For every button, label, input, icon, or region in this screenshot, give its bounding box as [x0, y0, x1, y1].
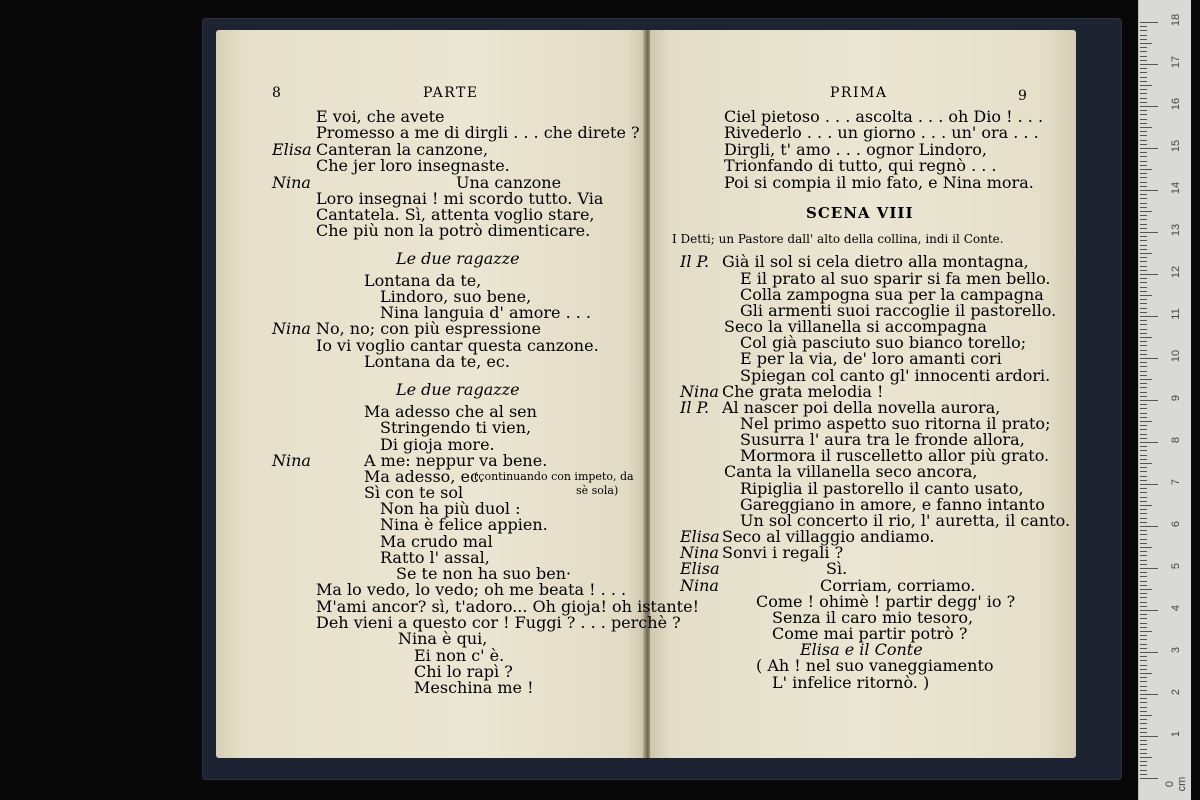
verse-line: Canta la villanella seco ancora,: [724, 462, 978, 481]
ruler-tick: [1140, 282, 1147, 283]
speaker-name: Nina: [272, 173, 311, 192]
ruler-tick: [1140, 232, 1158, 233]
verse-line: Ciel pietoso . . . ascolta . . . oh Dio ! . . .: [724, 107, 1044, 126]
ruler-number: 5: [1170, 562, 1182, 570]
verse-line: Di gioja more.: [380, 435, 495, 454]
ruler-tick: [1140, 127, 1152, 128]
ruler-tick: [1140, 677, 1147, 678]
ruler-tick: [1140, 581, 1147, 582]
scene-stage-direction: I Detti; un Pastore dall' alto della collina, indi il Conte.: [672, 232, 1004, 246]
ruler-tick: [1140, 728, 1147, 729]
ruler-tick: [1140, 190, 1158, 191]
ruler-tick: [1140, 392, 1147, 393]
ruler-tick: [1140, 711, 1147, 712]
ruler-tick: [1140, 144, 1147, 145]
speaker-name: Elisa: [680, 559, 720, 578]
ruler-tick: [1140, 270, 1147, 271]
verse-line: E voi, che avete: [316, 107, 445, 126]
verse-line: Già il sol si cela dietro alla montagna,: [722, 252, 1029, 271]
verse-line: Ma adesso che al sen: [364, 402, 537, 421]
verse-line: Stringendo ti vien,: [380, 418, 532, 437]
ruler-tick: [1140, 39, 1147, 40]
ruler-tick: [1140, 707, 1147, 708]
verse-line: Che grata melodia !: [722, 382, 884, 401]
verse-line: Nel primo aspetto suo ritorna il prato;: [740, 414, 1051, 433]
ruler-tick: [1140, 72, 1147, 73]
verse-line: Che più non la potrò dimenticare.: [316, 221, 591, 240]
ruler-tick: [1140, 148, 1158, 149]
ruler-tick: [1140, 694, 1158, 695]
ruler-number: 11: [1170, 308, 1182, 320]
verse-line: Loro insegnai ! mi scordo tutto. Via: [316, 189, 604, 208]
ruler-tick: [1140, 669, 1147, 670]
ruler-tick: [1140, 341, 1147, 342]
verse-line: Nina è felice appien.: [380, 515, 548, 534]
verse-line: Nina languia d' amore . . .: [380, 303, 591, 322]
ruler-tick: [1140, 480, 1147, 481]
ruler-tick: [1140, 51, 1147, 52]
ruler-tick: [1140, 576, 1147, 577]
ruler-tick: [1140, 106, 1158, 107]
ruler-tick: [1140, 245, 1147, 246]
verse-line: Sì.: [826, 559, 848, 578]
ruler-tick: [1140, 345, 1147, 346]
ruler-tick: [1140, 114, 1147, 115]
verse-line: Senza il caro mio tesoro,: [772, 608, 974, 627]
speaker-name: Il P.: [680, 252, 710, 271]
ruler-tick: [1140, 585, 1147, 586]
ruler-number: 18: [1170, 13, 1182, 27]
stage-direction: sè sola): [576, 484, 619, 497]
ruler-number: 8: [1170, 436, 1182, 444]
speaker-name: Nina: [680, 576, 719, 595]
ruler-tick: [1140, 194, 1147, 195]
running-head: PRIMA: [830, 85, 888, 101]
ruler-tick: [1140, 497, 1147, 498]
ruler-tick: [1140, 463, 1152, 464]
ruler-tick: [1140, 371, 1147, 372]
speaker-name: Nina: [680, 382, 719, 401]
ruler-number: 9: [1170, 394, 1182, 402]
verse-line: Dirgli, t' amo . . . ognor Lindoro,: [724, 140, 987, 159]
ruler-tick: [1140, 702, 1147, 703]
ruler-tick: [1140, 316, 1158, 317]
ruler-tick: [1140, 299, 1147, 300]
ruler-tick: [1140, 635, 1147, 636]
ruler-tick: [1140, 85, 1152, 86]
page-number: 8: [272, 85, 281, 101]
speaker-name: Elisa: [680, 527, 720, 546]
stage-direction: (continuando con impeto, da: [474, 470, 634, 483]
ruler-tick: [1140, 530, 1147, 531]
ruler-tick: [1140, 660, 1147, 661]
ruler-tick: [1140, 492, 1147, 493]
speaker-name: Il P.: [680, 398, 710, 417]
ruler-tick: [1140, 610, 1158, 611]
ruler-tick: [1140, 484, 1158, 485]
ruler-tick: [1140, 614, 1147, 615]
ruler-tick: [1140, 740, 1147, 741]
ruler-tick: [1140, 26, 1147, 27]
ruler-tick: [1140, 400, 1158, 401]
character-heading: Elisa e il Conte: [800, 640, 923, 659]
verse-line: Spiegan col canto gl' innocenti ardori.: [740, 366, 1051, 385]
ruler-number: 1: [1170, 730, 1182, 738]
ruler-tick: [1140, 509, 1147, 510]
ruler-tick: [1140, 568, 1158, 569]
ruler-tick: [1140, 375, 1147, 376]
ruler-tick: [1140, 518, 1147, 519]
ruler-tick: [1140, 505, 1152, 506]
verse-line: Una canzone: [456, 173, 562, 192]
ruler-tick: [1140, 333, 1147, 334]
verse-line: Colla zampogna sua per la campagna: [740, 285, 1044, 304]
verse-line: Gli armenti suoi raccoglie il pastorello.: [740, 301, 1057, 320]
ruler-tick: [1140, 249, 1147, 250]
ruler-tick: [1140, 757, 1152, 758]
speaker-name: Nina: [272, 451, 311, 470]
verse-line: Ma crudo mal: [380, 532, 493, 551]
verse-line: Al nascer poi della novella aurora,: [722, 398, 1001, 417]
ruler-tick: [1140, 438, 1147, 439]
running-head: PARTE: [423, 85, 479, 101]
ruler-tick: [1140, 93, 1147, 94]
ruler-number: 12: [1170, 265, 1182, 279]
ruler-tick: [1140, 257, 1147, 258]
verse-line: Mormora il ruscelletto allor più grato.: [740, 446, 1050, 465]
verse-line: Meschina me !: [414, 678, 534, 697]
ruler-tick: [1140, 665, 1147, 666]
ruler-tick: [1140, 240, 1147, 241]
ruler-tick: [1140, 749, 1147, 750]
ruler-tick: [1140, 753, 1147, 754]
verse-line: Ma lo vedo, lo vedo; oh me beata ! . . .: [316, 580, 627, 599]
ruler-tick: [1140, 560, 1147, 561]
ruler-tick: [1140, 413, 1147, 414]
verse-line: Ratto l' assal,: [380, 548, 490, 567]
ruler-tick: [1140, 593, 1147, 594]
ruler-tick: [1140, 686, 1147, 687]
verse-line: Poi si compia il mio fato, e Nina mora.: [724, 173, 1034, 192]
verse-line: Ma adesso, ec.: [364, 467, 484, 486]
ruler-tick: [1140, 471, 1147, 472]
ruler-tick: [1140, 501, 1147, 502]
ruler-tick: [1140, 644, 1147, 645]
ruler-tick: [1140, 606, 1147, 607]
ruler-tick: [1140, 60, 1147, 61]
verse-line: Lontana da te,: [364, 271, 482, 290]
ruler-tick: [1140, 110, 1147, 111]
ruler-tick: [1140, 778, 1158, 779]
ruler-number: 14: [1170, 181, 1182, 195]
verse-line: A me: neppur va bene.: [364, 451, 548, 470]
ruler-number: 2: [1170, 688, 1182, 696]
ruler-number: 6: [1170, 520, 1182, 528]
ruler-tick: [1140, 715, 1152, 716]
ruler-tick: [1140, 287, 1147, 288]
ruler-tick: [1140, 732, 1147, 733]
ruler-tick: [1140, 656, 1147, 657]
ruler-tick: [1140, 64, 1158, 65]
verse-line: Susurra l' aura tra le fronde allora,: [740, 430, 1025, 449]
ruler-tick: [1140, 350, 1147, 351]
ruler-tick: [1140, 173, 1147, 174]
verse-line: ( Ah ! nel suo vaneggiamento: [756, 656, 994, 675]
verse-line: Gareggiano in amore, e fanno intanto: [740, 495, 1045, 514]
ruler-tick: [1140, 131, 1147, 132]
ruler-tick: [1140, 253, 1152, 254]
ruler-tick: [1140, 303, 1147, 304]
ruler-tick: [1140, 652, 1158, 653]
ruler-tick: [1140, 551, 1147, 552]
verse-line: L' infelice ritornò. ): [772, 673, 930, 692]
verse-line: Come mai partir potrò ?: [772, 624, 968, 643]
verse-line: Cantatela. Sì, attenta voglio stare,: [316, 205, 595, 224]
ruler-tick: [1140, 488, 1147, 489]
ruler-tick: [1140, 455, 1147, 456]
ruler-tick: [1140, 324, 1147, 325]
ruler-tick: [1140, 639, 1147, 640]
ruler-tick: [1140, 186, 1147, 187]
ruler-tick: [1140, 526, 1158, 527]
ruler-tick: [1140, 681, 1147, 682]
ruler-number: 7: [1170, 478, 1182, 486]
ruler-tick: [1140, 89, 1147, 90]
page-number: 9: [1018, 88, 1027, 104]
character-heading: Le due ragazze: [396, 380, 520, 399]
ruler-tick: [1140, 476, 1147, 477]
ruler-tick: [1140, 631, 1152, 632]
ruler-tick: [1140, 211, 1152, 212]
ruler-tick: [1140, 203, 1147, 204]
verse-line: Corriam, corriamo.: [820, 576, 976, 595]
verse-line: Chi lo rapì ?: [414, 662, 513, 681]
verse-line: Deh vieni a questo cor ! Fuggi ? . . . perchè ?: [316, 613, 681, 632]
verse-line: Col già pasciuto suo bianco torello;: [740, 333, 1027, 352]
ruler-tick: [1140, 408, 1147, 409]
ruler-tick: [1140, 564, 1147, 565]
measurement-ruler: [1138, 0, 1191, 800]
verse-line: Ei non c' è.: [414, 646, 505, 665]
ruler-tick: [1140, 228, 1147, 229]
ruler-tick: [1140, 261, 1147, 262]
ruler-tick: [1140, 396, 1147, 397]
ruler-tick: [1140, 278, 1147, 279]
ruler-tick: [1140, 169, 1152, 170]
verse-line: Rivederlo . . . un giorno . . . un' ora . . .: [724, 123, 1039, 142]
ruler-tick: [1140, 358, 1158, 359]
verse-line: Lindoro, suo bene,: [380, 287, 532, 306]
verse-line: E il prato al suo sparir si fa men bello.: [740, 269, 1051, 288]
ruler-tick: [1140, 207, 1147, 208]
ruler-tick: [1140, 597, 1147, 598]
ruler-tick: [1140, 337, 1152, 338]
verse-line: Promesso a me di dirgli . . . che direte ?: [316, 123, 640, 142]
verse-line: E per la via, de' loro amanti cori: [740, 349, 1002, 368]
ruler-tick: [1140, 602, 1147, 603]
ruler-tick: [1140, 513, 1147, 514]
ruler-number: 10: [1170, 349, 1182, 363]
ruler-tick: [1140, 47, 1147, 48]
verse-line: Sì con te sol: [364, 483, 464, 502]
ruler-tick: [1140, 219, 1147, 220]
ruler-tick: [1140, 379, 1152, 380]
ruler-tick: [1140, 522, 1147, 523]
verse-line: Ripiglia il pastorello il canto usato,: [740, 479, 1024, 498]
ruler-tick: [1140, 648, 1147, 649]
ruler-tick: [1140, 744, 1147, 745]
ruler-tick: [1140, 761, 1147, 762]
ruler-tick: [1140, 22, 1158, 23]
ruler-tick: [1140, 770, 1147, 771]
ruler-tick: [1140, 547, 1152, 548]
ruler-tick: [1140, 56, 1147, 57]
ruler-tick: [1140, 177, 1147, 178]
ruler-tick: [1140, 429, 1147, 430]
ruler-tick: [1140, 35, 1147, 36]
ruler-tick: [1140, 589, 1152, 590]
ruler-tick: [1140, 446, 1147, 447]
ruler-tick: [1140, 152, 1147, 153]
ruler-tick: [1140, 467, 1147, 468]
verse-line: Seco la villanella si accompagna: [724, 317, 987, 336]
ruler-tick: [1140, 119, 1147, 120]
ruler-tick: [1140, 329, 1147, 330]
ruler-tick: [1140, 182, 1147, 183]
ruler-tick: [1140, 627, 1147, 628]
ruler-tick: [1140, 135, 1147, 136]
ruler-tick: [1140, 236, 1147, 237]
ruler-tick: [1140, 534, 1147, 535]
ruler-tick: [1140, 156, 1147, 157]
ruler-number: 4: [1170, 604, 1182, 612]
ruler-tick: [1140, 81, 1147, 82]
ruler-tick: [1140, 98, 1147, 99]
speaker-name: Elisa: [272, 140, 312, 159]
ruler-tick: [1140, 224, 1147, 225]
verse-line: Canteran la canzone,: [316, 140, 489, 159]
ruler-unit-label: 0 cm: [1164, 776, 1188, 792]
ruler-tick: [1140, 291, 1147, 292]
ruler-tick: [1140, 442, 1158, 443]
verse-line: Se te non ha suo ben·: [396, 564, 572, 583]
ruler-tick: [1140, 295, 1152, 296]
ruler-tick: [1140, 421, 1152, 422]
ruler-tick: [1140, 690, 1147, 691]
ruler-tick: [1140, 404, 1147, 405]
ruler-tick: [1140, 618, 1147, 619]
verse-line: No, no; con più espressione: [316, 319, 541, 338]
ruler-tick: [1140, 308, 1147, 309]
verse-line: Trionfando di tutto, qui regnò . . .: [724, 156, 997, 175]
ruler-tick: [1140, 165, 1147, 166]
ruler-tick: [1140, 723, 1147, 724]
ruler-tick: [1140, 198, 1147, 199]
speaker-name: Nina: [680, 543, 719, 562]
ruler-number: 13: [1170, 223, 1182, 237]
ruler-tick: [1140, 387, 1147, 388]
ruler-tick: [1140, 102, 1147, 103]
ruler-tick: [1140, 383, 1147, 384]
verse-line: Un sol concerto il rio, l' auretta, il canto.: [740, 511, 1071, 530]
scene-title: SCENA VIII: [806, 204, 914, 222]
ruler-tick: [1140, 140, 1147, 141]
ruler-tick: [1140, 698, 1147, 699]
ruler-number: 16: [1170, 97, 1182, 111]
ruler-tick: [1140, 736, 1158, 737]
speaker-name: Nina: [272, 319, 311, 338]
ruler-tick: [1140, 623, 1147, 624]
verse-line: Non ha più duol :: [380, 499, 521, 518]
ruler-number: 17: [1170, 55, 1182, 69]
ruler-tick: [1140, 572, 1147, 573]
verse-line: Lontana da te, ec.: [364, 352, 510, 371]
verse-line: Come ! ohimè ! partir degg' io ?: [756, 592, 1016, 611]
ruler-tick: [1140, 354, 1147, 355]
ruler-tick: [1140, 43, 1152, 44]
ruler-tick: [1140, 123, 1147, 124]
verse-line: Io vi voglio cantar questa canzone.: [316, 336, 599, 355]
character-heading: Le due ragazze: [396, 249, 520, 268]
verse-line: M'ami ancor? sì, t'adoro... Oh gioja! oh istante!: [316, 597, 699, 616]
ruler-tick: [1140, 774, 1147, 775]
ruler-tick: [1140, 555, 1147, 556]
ruler-number: 15: [1170, 139, 1182, 153]
ruler-tick: [1140, 425, 1147, 426]
verse-line: Sonvi i regali ?: [722, 543, 844, 562]
ruler-tick: [1140, 543, 1147, 544]
verse-line: Seco al villaggio andiamo.: [722, 527, 935, 546]
ruler-tick: [1140, 161, 1147, 162]
ruler-tick: [1140, 312, 1147, 313]
ruler-tick: [1140, 215, 1147, 216]
ruler-number: 3: [1170, 646, 1182, 654]
ruler-tick: [1140, 459, 1147, 460]
ruler-tick: [1140, 434, 1147, 435]
ruler-tick: [1140, 417, 1147, 418]
ruler-tick: [1140, 30, 1147, 31]
ruler-tick: [1140, 450, 1147, 451]
verse-line: Nina è qui,: [398, 629, 488, 648]
ruler-tick: [1140, 266, 1147, 267]
ruler-tick: [1140, 765, 1147, 766]
ruler-tick: [1140, 320, 1147, 321]
ruler-tick: [1140, 68, 1147, 69]
ruler-tick: [1140, 77, 1147, 78]
ruler-tick: [1140, 274, 1158, 275]
ruler-tick: [1140, 362, 1147, 363]
ruler-tick: [1140, 673, 1152, 674]
ruler-tick: [1140, 366, 1147, 367]
verse-line: Che jer loro insegnaste.: [316, 156, 510, 175]
ruler-tick: [1140, 539, 1147, 540]
ruler-tick: [1140, 719, 1147, 720]
